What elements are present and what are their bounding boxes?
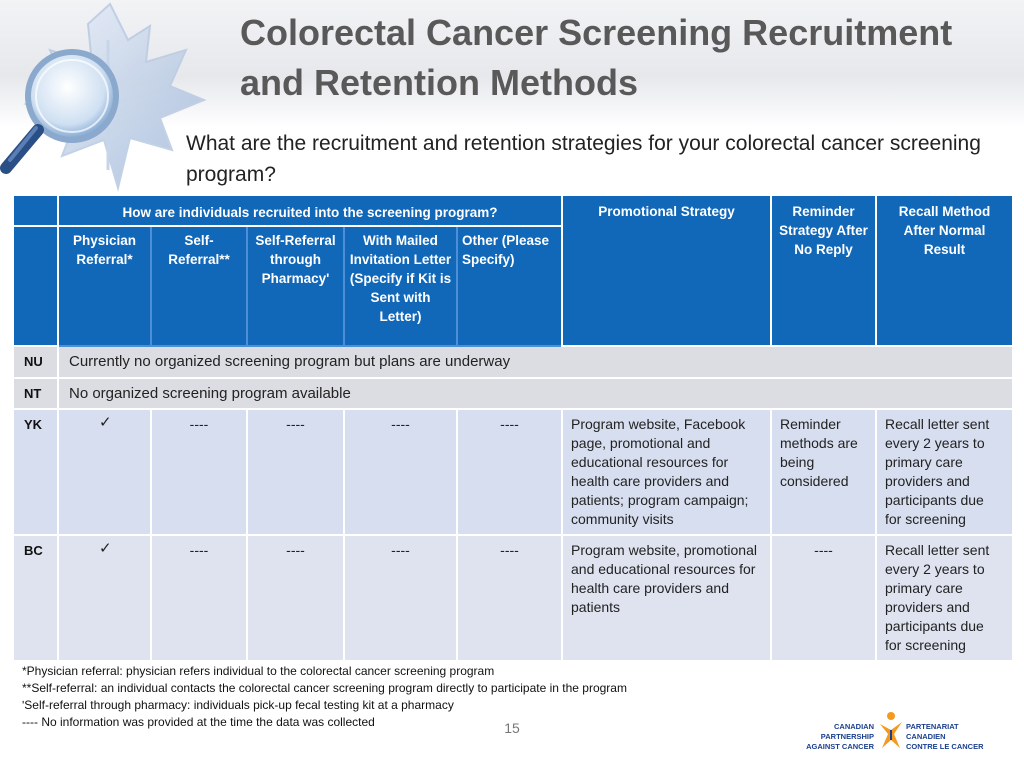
header-row-1 bbox=[13, 195, 1013, 226]
recruitment-table bbox=[12, 194, 1014, 662]
row-text-nu: Currently no organized screening program but plans are underway bbox=[58, 346, 1013, 378]
yk-self: ---- bbox=[151, 409, 247, 535]
recall-header: Recall Method After Normal Result bbox=[876, 195, 1013, 346]
logo-fr-line-2: CONTRE LE CANCER bbox=[906, 742, 984, 751]
subheader-self: Self-Referral** bbox=[151, 226, 247, 346]
page-number: 15 bbox=[504, 720, 520, 736]
subheader-pharmacy: Self-Referral through Pharmacyʹ bbox=[247, 226, 344, 346]
table-row-yk bbox=[13, 409, 1013, 535]
logo-text-fr bbox=[906, 722, 996, 752]
yk-physician-check-icon: ✓ bbox=[58, 409, 151, 535]
footnote-pharmacy: ʹSelf-referral through pharmacy: individuals pick-up fecal testing kit at a pharmacy bbox=[22, 698, 454, 712]
header-corner bbox=[13, 195, 58, 226]
logo-text-en bbox=[788, 722, 874, 752]
reminder-header: Reminder Strategy After No Reply bbox=[771, 195, 876, 346]
title-line-1: Colorectal Cancer Screening Recruitment bbox=[240, 12, 953, 53]
logo-en-line-2: AGAINST CANCER bbox=[806, 742, 874, 751]
yk-pharmacy: ---- bbox=[247, 409, 344, 535]
slide-title bbox=[240, 8, 1010, 108]
bc-promo: Program website, promotional and educational resources for health care providers and patients bbox=[562, 535, 771, 661]
row-label-nt: NT bbox=[13, 378, 58, 409]
bc-other: ---- bbox=[457, 535, 562, 661]
title-line-2: and Retention Methods bbox=[240, 62, 638, 103]
bc-recall: Recall letter sent every 2 years to primary care providers and participants due for screening bbox=[876, 535, 1013, 661]
row-label-nu: NU bbox=[13, 346, 58, 378]
subheader-physician: Physician Referral* bbox=[58, 226, 151, 346]
yk-other: ---- bbox=[457, 409, 562, 535]
bc-physician-check-icon: ✓ bbox=[58, 535, 151, 661]
subheader-mailed: With Mailed Invitation Letter (Specify if Kit is Sent with Letter) bbox=[344, 226, 457, 346]
row-label-bc: BC bbox=[13, 535, 58, 661]
footnote-self: **Self-referral: an individual contacts the colorectal cancer screening program directly to participate in the program bbox=[22, 681, 627, 695]
footnotes bbox=[22, 663, 742, 731]
yk-promo: Program website, Facebook page, promotional and educational resources for health care providers and patients; program campaign; community visits bbox=[562, 409, 771, 535]
footnote-no-info: ---- No information was provided at the time the data was collected bbox=[22, 715, 375, 729]
bc-reminder: ---- bbox=[771, 535, 876, 661]
footnote-physician: *Physician referral: physician refers individual to the colorectal cancer screening program bbox=[22, 664, 495, 678]
logo-en-line-1: CANADIAN PARTNERSHIP bbox=[820, 722, 874, 741]
subheader-other: Other (Please Specify) bbox=[457, 226, 562, 346]
header-corner-lower bbox=[13, 226, 58, 346]
row-label-yk: YK bbox=[13, 409, 58, 535]
table-row-nu bbox=[13, 346, 1013, 378]
table-row-nt bbox=[13, 378, 1013, 409]
bc-pharmacy: ---- bbox=[247, 535, 344, 661]
recruit-group-header: How are individuals recruited into the screening program? bbox=[58, 195, 562, 226]
cpac-logo bbox=[788, 708, 998, 752]
bc-mailed: ---- bbox=[344, 535, 457, 661]
yk-reminder: Reminder methods are being considered bbox=[771, 409, 876, 535]
yk-mailed: ---- bbox=[344, 409, 457, 535]
person-figure-icon bbox=[878, 710, 904, 750]
promo-header: Promotional Strategy bbox=[562, 195, 771, 346]
slide-question: What are the recruitment and retention strategies for your colorectal cancer screening program? bbox=[186, 132, 981, 186]
row-text-nt: No organized screening program available bbox=[58, 378, 1013, 409]
bc-self: ---- bbox=[151, 535, 247, 661]
yk-recall: Recall letter sent every 2 years to primary care providers and participants due for screening bbox=[876, 409, 1013, 535]
logo-fr-line-1: PARTENARIAT CANADIEN bbox=[906, 722, 959, 741]
table-row-bc bbox=[13, 535, 1013, 661]
